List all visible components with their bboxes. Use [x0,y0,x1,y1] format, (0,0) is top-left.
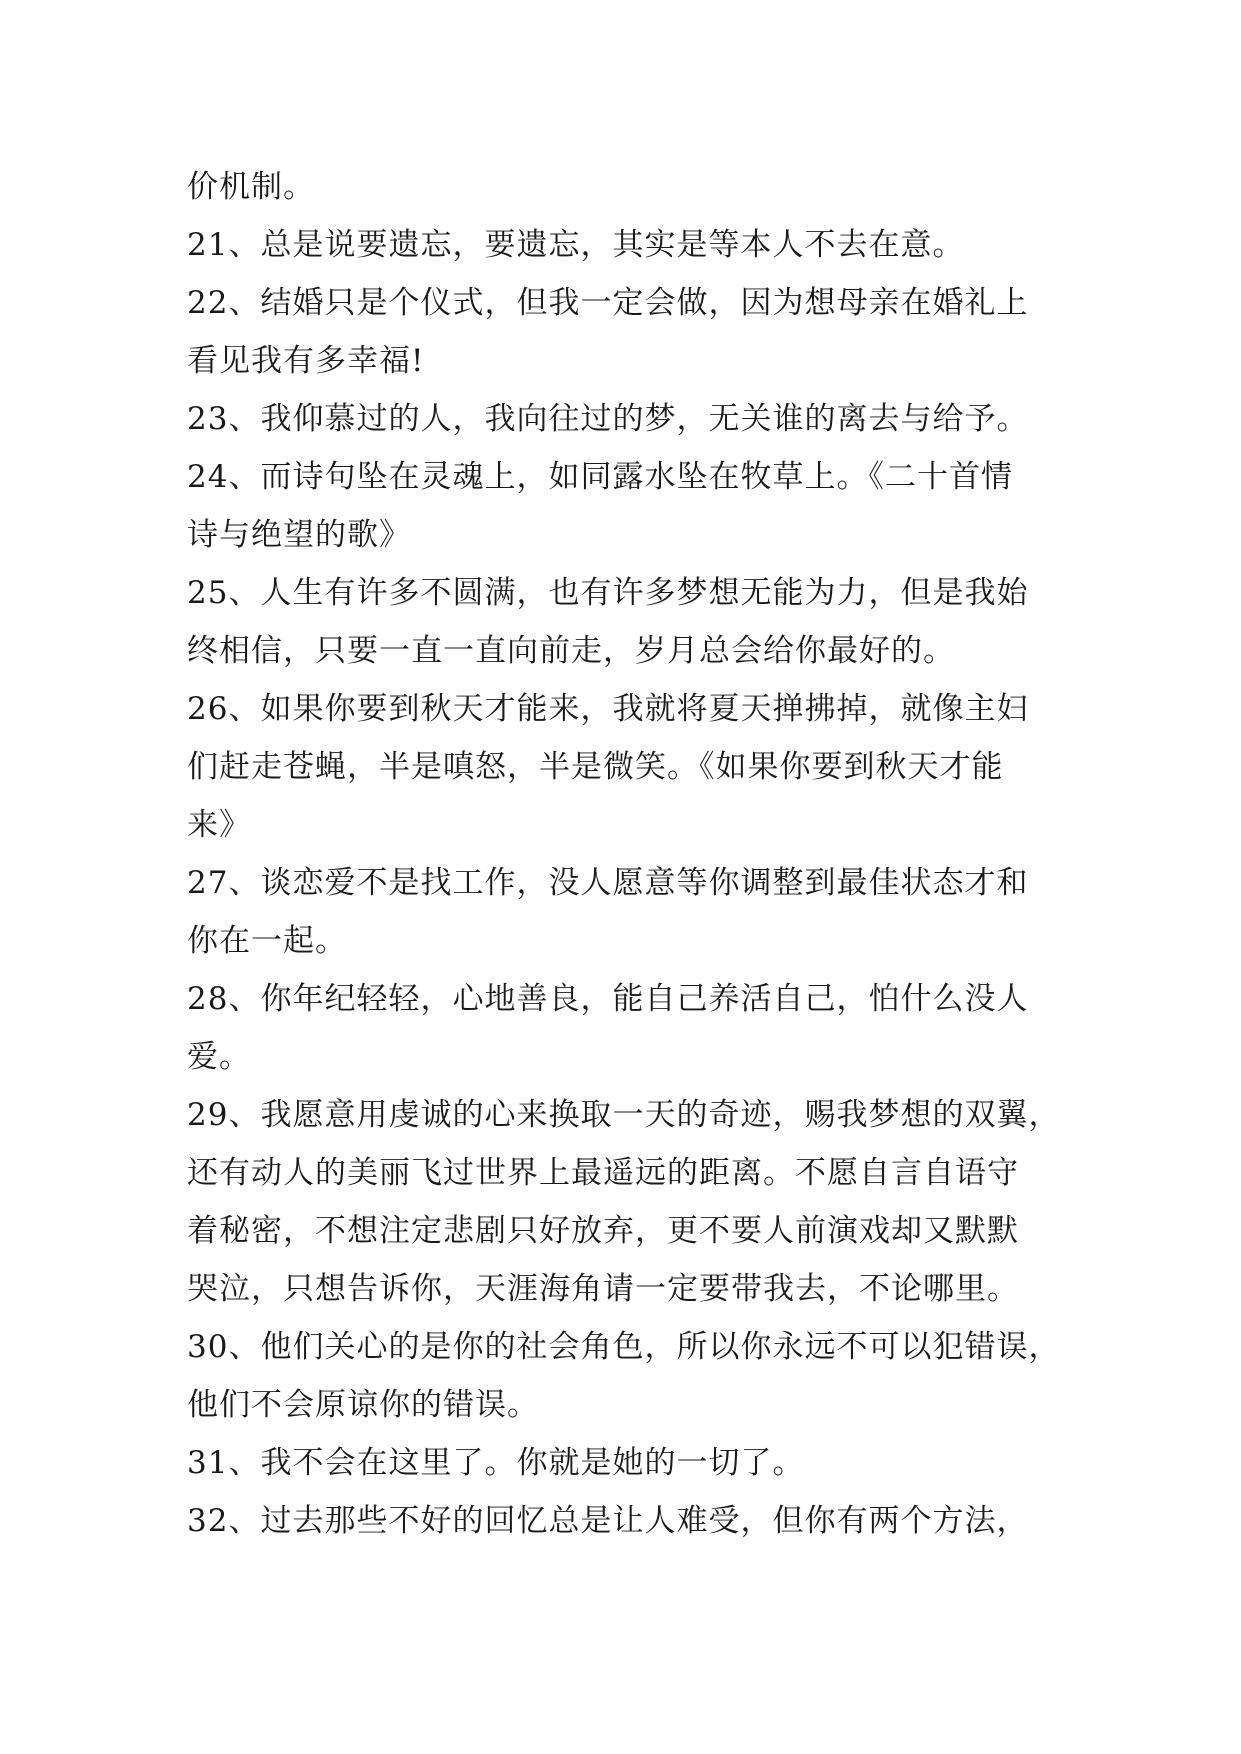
text-line: 27、谈恋爱不是找工作，没人愿意等你调整到最佳状态才和 [187,865,1029,901]
text-line: 你在一起。 [187,923,347,959]
text-line: 25、人生有许多不圆满，也有许多梦想无能为力，但是我始 [187,575,1029,611]
text-line: 爱。 [187,1039,251,1075]
text-line: 还有动人的美丽飞过世界上最遥远的距离。不愿自言自语守 [187,1155,1019,1191]
text-line: 诗与绝望的歌》 [187,517,411,553]
text-line: 28、你年纪轻轻，心地善良，能自己养活自己，怕什么没人 [187,981,1029,1017]
text-line: 价机制。 [187,169,315,205]
text-line: 哭泣，只想告诉你，天涯海角请一定要带我去，不论哪里。 [187,1271,1019,1307]
text-line: 看见我有多幸福! [187,343,425,379]
text-line: 31、我不会在这里了。你就是她的一切了。 [187,1445,805,1481]
text-line: 来》 [187,807,251,843]
text-line: 29、我愿意用虔诚的心来换取一天的奇迹，赐我梦想的双翼， [187,1097,1061,1133]
text-line: 21、总是说要遗忘，要遗忘，其实是等本人不去在意。 [187,227,965,263]
text-line: 24、而诗句坠在灵魂上，如同露水坠在牧草上。《二十首情 [187,459,1013,495]
text-line: 们赶走苍蝇，半是嗔怒，半是微笑。《如果你要到秋天才能 [187,749,1004,785]
text-line: 26、如果你要到秋天才能来，我就将夏天掸拂掉，就像主妇 [187,691,1029,727]
text-line: 22、结婚只是个仪式，但我一定会做，因为想母亲在婚礼上 [187,285,1029,321]
text-line: 终相信，只要一直一直向前走，岁月总会给你最好的。 [187,633,955,669]
text-line: 着秘密，不想注定悲剧只好放弃，更不要人前演戏却又默默 [187,1213,1019,1249]
document-body [187,158,1061,1550]
text-line: 30、他们关心的是你的社会角色，所以你永远不可以犯错误， [187,1329,1061,1365]
text-line: 他们不会原谅你的错误。 [187,1387,539,1423]
text-line: 23、我仰慕过的人，我向往过的梦，无关谁的离去与给予。 [187,401,1029,437]
text-line: 32、过去那些不好的回忆总是让人难受，但你有两个方法， [187,1503,1029,1539]
